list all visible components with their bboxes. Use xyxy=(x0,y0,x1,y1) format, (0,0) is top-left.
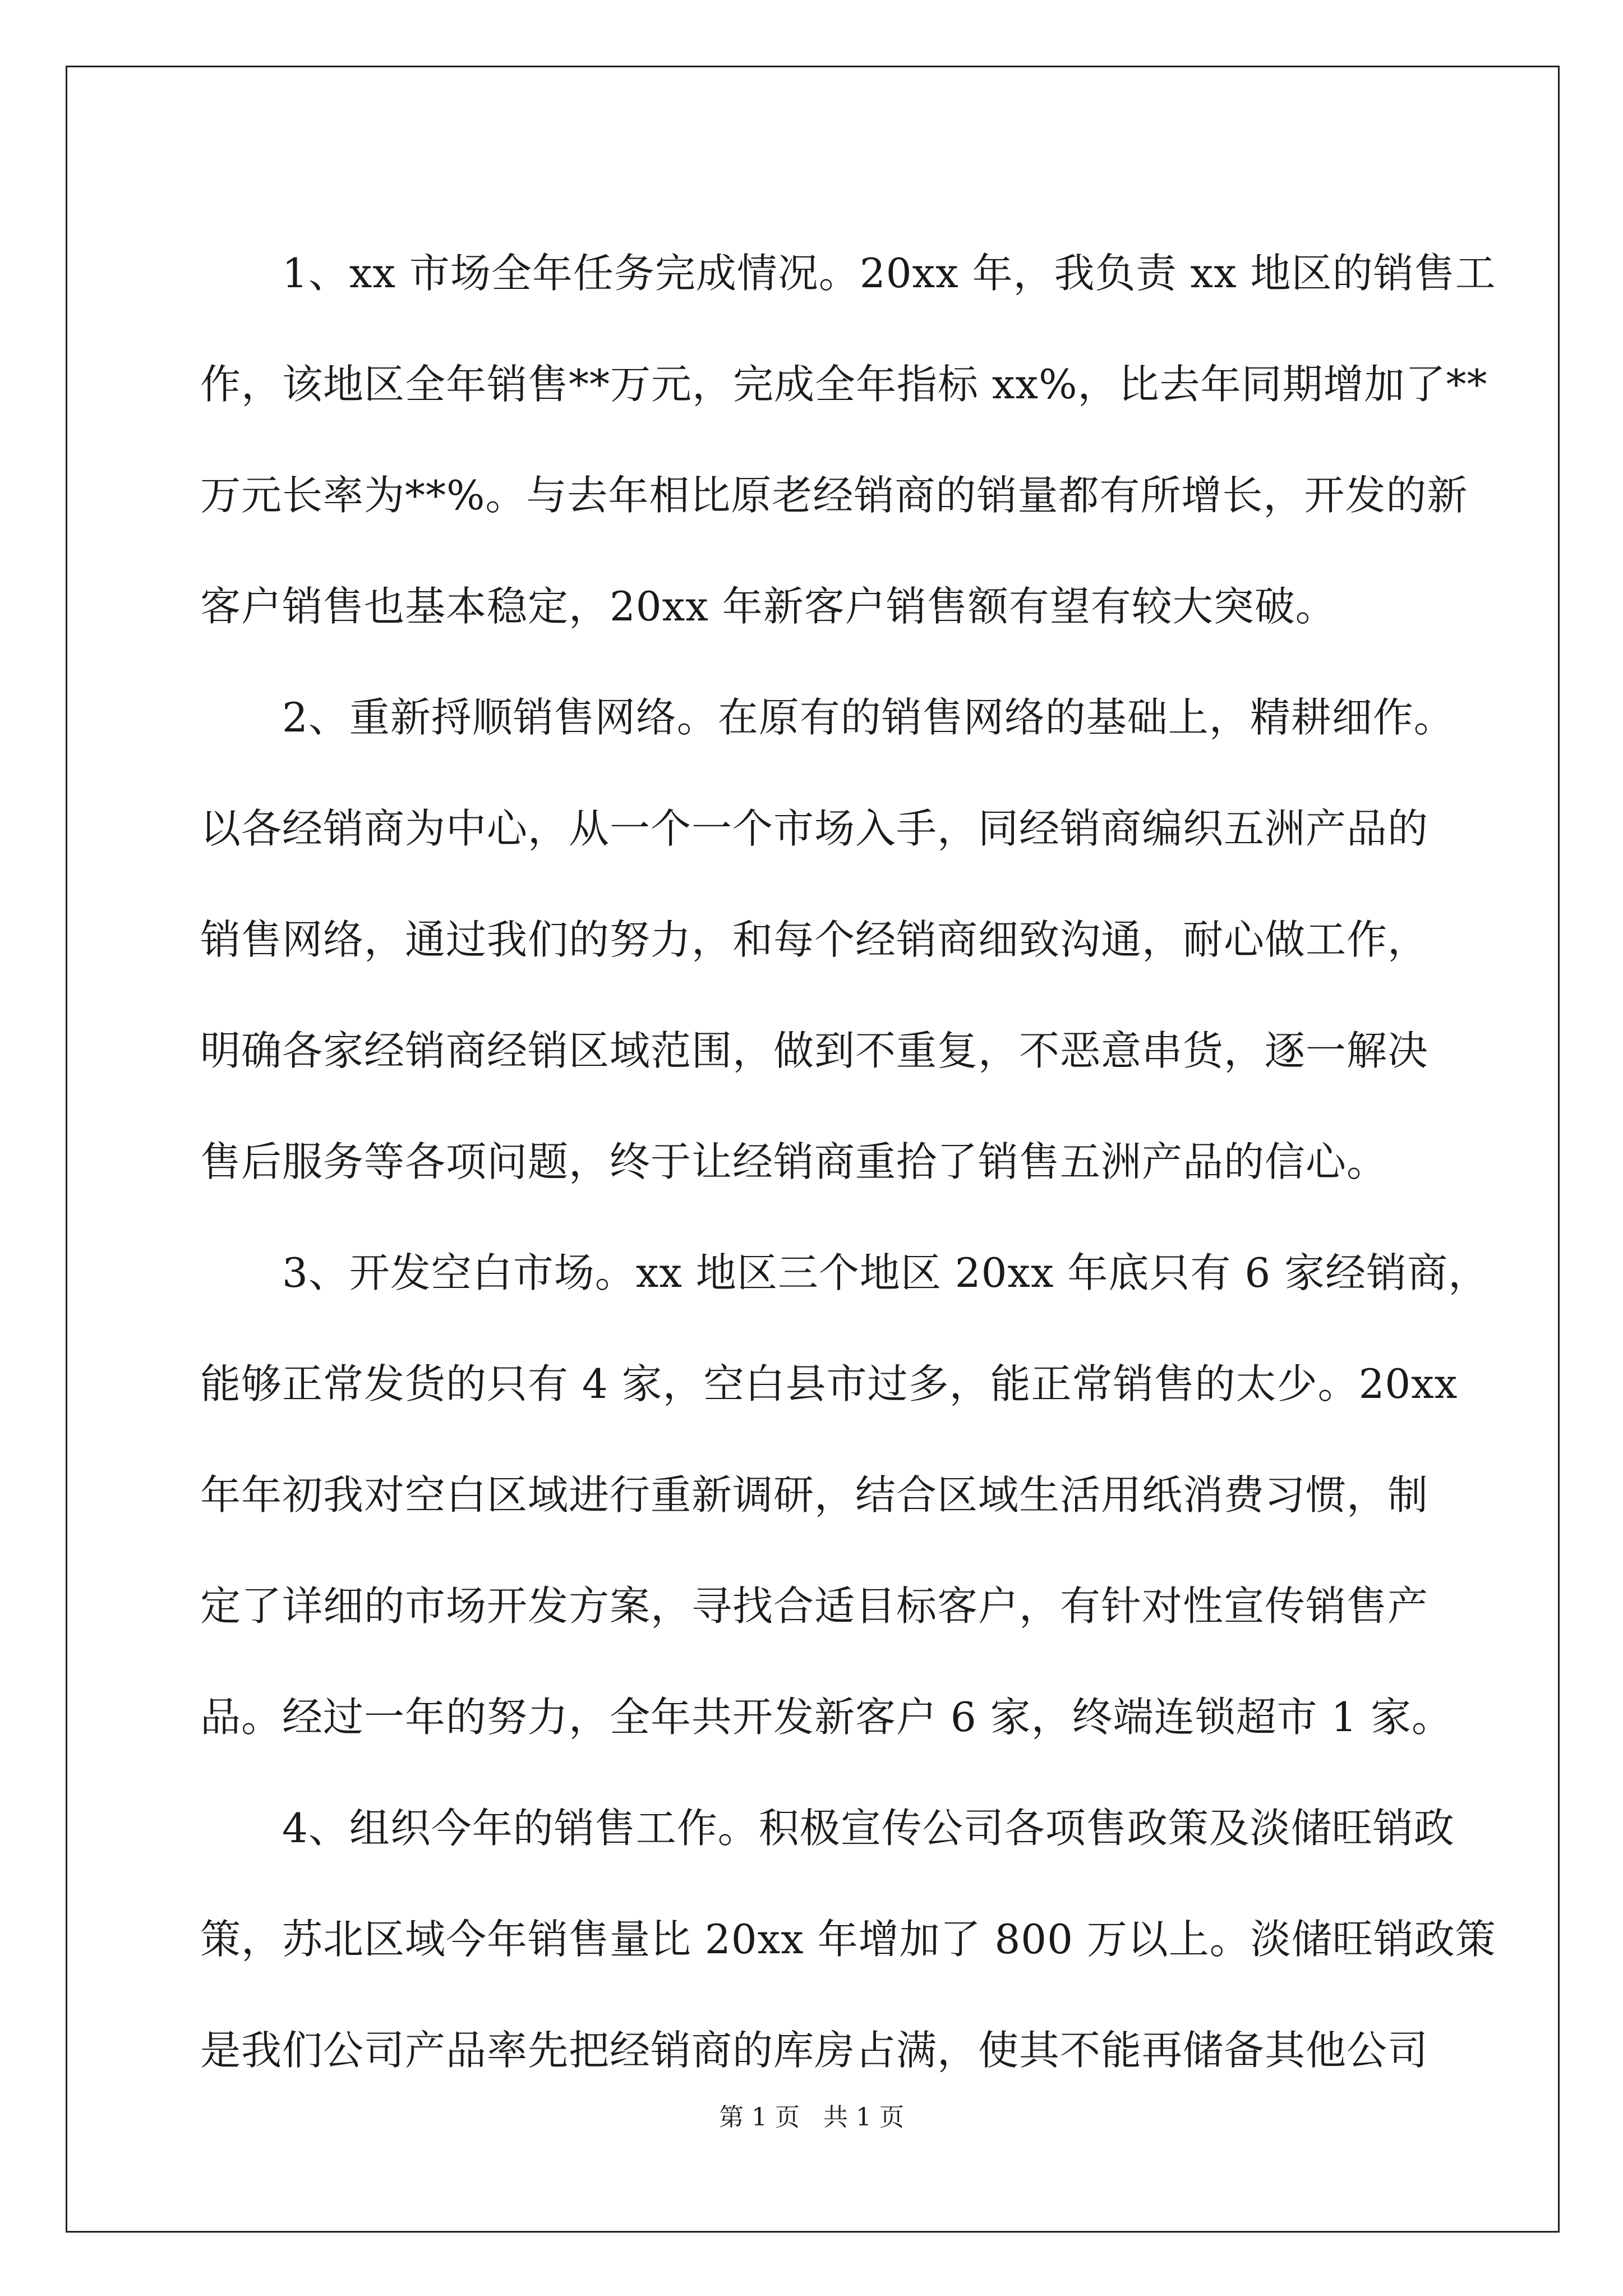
page-footer: 第 1 页 共 1 页 xyxy=(719,2103,904,2132)
paragraph-line: 策，苏北区域今年销售量比 20xx 年增加了 800 万以上。淡储旺销政策 xyxy=(200,1916,1496,1963)
paragraph-line: 售后服务等各项问题，终于让经销商重拾了销售五洲产品的信心。 xyxy=(200,1138,1388,1185)
paragraph-line: 定了详细的市场开发方案，寻找合适目标客户，有针对性宣传销售产 xyxy=(200,1582,1429,1630)
paragraph-line: 3、开发空白市场。xx 地区三个地区 20xx 年底只有 6 家经销商， xyxy=(282,1249,1490,1296)
paragraph-line: 明确各家经销商经销区域范围，做到不重复，不恶意串货，逐一解决 xyxy=(200,1027,1429,1074)
paragraph-line: 是我们公司产品率先把经销商的库房占满，使其不能再储备其他公司 xyxy=(200,2027,1429,2074)
paragraph-line: 客户销售也基本稳定，20xx 年新客户销售额有望有较大突破。 xyxy=(200,583,1336,630)
paragraph-2 xyxy=(200,662,1455,1217)
paragraph-line: 能够正常发货的只有 4 家，空白县市过多，能正常销售的太少。20xx xyxy=(200,1360,1458,1407)
paragraph-line: 销售网络，通过我们的努力，和每个经销商细致沟通，耐心做工作， xyxy=(200,916,1429,963)
paragraph-line: 1、xx 市场全年任务完成情况。20xx 年，我负责 xx 地区的销售工 xyxy=(282,250,1496,297)
paragraph-line: 2、重新捋顺销售网络。在原有的销售网络的基础上，精耕细作。 xyxy=(282,694,1455,741)
paragraph-line: 万元长率为**%。与去年相比原老经销商的销量都有所增长，开发的新 xyxy=(200,472,1468,519)
paragraph-4 xyxy=(200,1773,1496,2106)
paragraph-line: 年年初我对空白区域进行重新调研，结合区域生活用纸消费习惯，制 xyxy=(200,1471,1429,1519)
paragraph-line: 4、组织今年的销售工作。积极宣传公司各项售政策及淡储旺销政 xyxy=(282,1805,1455,1852)
paragraph-1 xyxy=(200,218,1496,662)
paragraph-line: 品。经过一年的努力，全年共开发新客户 6 家，终端连锁超市 1 家。 xyxy=(200,1694,1453,1741)
paragraph-line: 以各经销商为中心，从一个一个市场入手，同经销商编织五洲产品的 xyxy=(200,805,1429,852)
document-body xyxy=(200,218,1496,2106)
paragraph-3 xyxy=(200,1217,1490,1773)
paragraph-line: 作，该地区全年销售**万元，完成全年指标 xx%，比去年同期增加了** xyxy=(200,361,1488,408)
